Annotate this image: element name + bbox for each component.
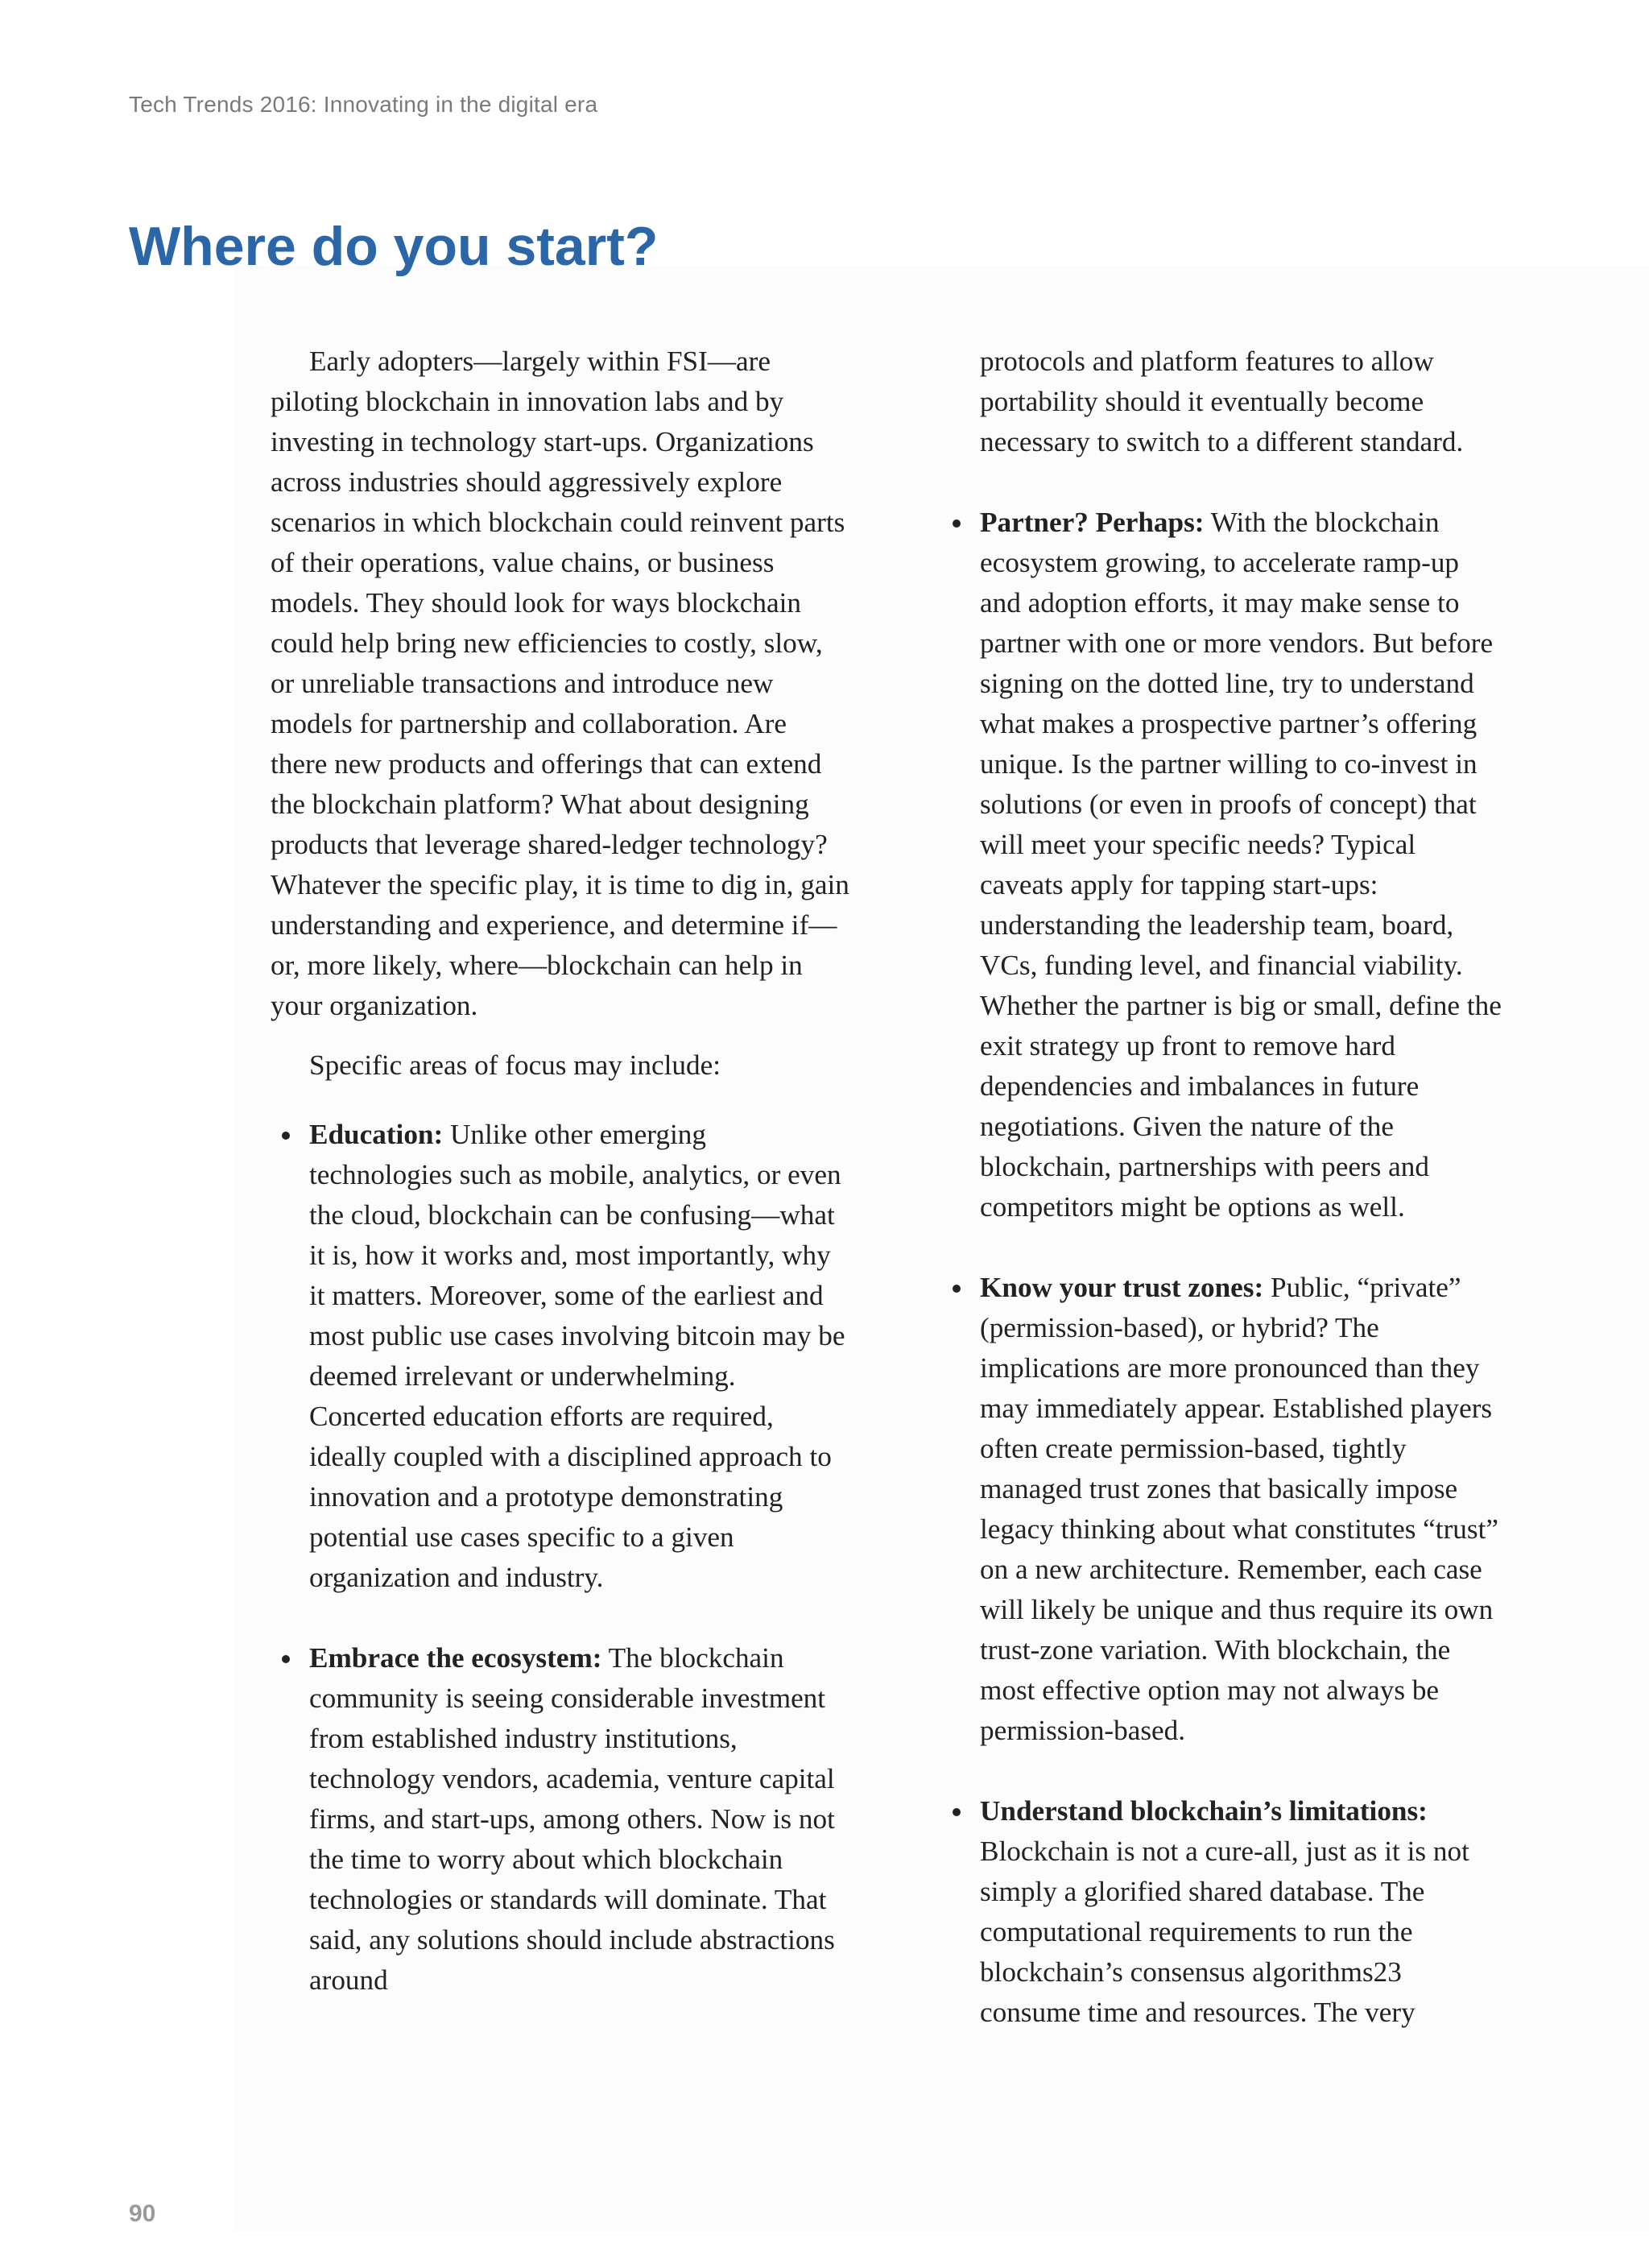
focus-lead: Specific areas of focus may include: xyxy=(309,1049,721,1081)
page-number: 90 xyxy=(129,2200,156,2227)
bullet-text: Unlike other emerging technologies such as mobile, analytics, or even the cloud, blockchain can be confusing—what it is, how it works and, most importantly, why it matters. Moreover, some of the earliest and most public use cases involving bitcoin may be deemed irrelevant or underwhelming. Concerted education efforts are required, ideally coupled with a disciplined approach to innovation and a prototype demonstrating potential use cases specific to a given organization and industry. xyxy=(309,1119,845,1593)
section-title: Where do you start? xyxy=(129,216,659,277)
focus-list xyxy=(271,1115,850,2001)
bullet-text: The blockchain community is seeing considerable investment from established industry institutions, technology vendors, academia, venture capital firms, and start-ups, among others. Now is not the time to worry about which blockchain technologies or standards will dominate. That said, any solutions should include abstractions around xyxy=(309,1642,835,1996)
bullet-icon xyxy=(282,1132,290,1140)
bullet-label: Know your trust zones: xyxy=(980,1272,1264,1303)
bullet-text: protocols and platform features to allow portability should it eventually become necessary to switch to a different standard. xyxy=(980,346,1464,457)
bullet-icon xyxy=(953,1285,961,1293)
intro-paragraph: Early adopters—largely within FSI—are piloting blockchain in innovation labs and by investing in technology start-ups. Organizations across industries should aggressively explore scenarios in which blockchain could reinvent parts of their operations, value chains, or business models. They should look for ways blockchain could help bring new efficiencies to costly, slow, or unreliable transactions and introduce new models for partnership and collaboration. Are there new products and offerings that can extend the blockchain platform? What about designing products that leverage shared-ledger technology? Whatever the specific play, it is time to dig in, gain understanding and experience, and determine if—or, more likely, where—blockchain can help in your organization. xyxy=(271,346,849,1021)
bullet-label: Embrace the ecosystem: xyxy=(309,1642,602,1674)
bullet-label: Education: xyxy=(309,1119,444,1150)
bullet-trust-zones xyxy=(941,1268,1505,1751)
bullet-text: With the blockchain ecosystem growing, to accelerate ramp-up and adoption efforts, it may make sense to partner with one or more vendors. But before signing on the dotted line, try to understand what makes a prospective partner’s offering unique. Is the partner willing to co-invest in solutions (or even in proofs of concept) that will meet your specific needs? Typical caveats apply for tapping start-ups: understanding the leadership team, board, VCs, funding level, and financial viability. Whether the partner is big or small, define the exit strategy up front to remove hard dependencies and imbalances in future negotiations. Given the nature of the blockchain, partnerships with peers and competitors might be options as well. xyxy=(980,507,1502,1223)
left-column xyxy=(271,341,850,2001)
focus-list-continued xyxy=(941,341,1505,2033)
bullet-text: Blockchain is not a cure-all, just as it is not simply a glorified shared database. The computational requirements to run the blockchain’s consensus algorithms23 consume time and resources. The very xyxy=(980,1836,1469,2028)
bullet-embrace-ecosystem xyxy=(271,1638,850,2001)
bullet-limitations xyxy=(941,1791,1505,2033)
bullet-label: Understand blockchain’s limitations: xyxy=(980,1795,1428,1827)
bullet-icon xyxy=(953,519,961,528)
bullet-label: Partner? Perhaps: xyxy=(980,507,1205,538)
bullet-icon xyxy=(953,1808,961,1816)
running-header: Tech Trends 2016: Innovating in the digital era xyxy=(129,92,598,117)
bullet-embrace-ecosystem-continuation xyxy=(941,341,1505,462)
bullet-text: Public, “private” (permission-based), or hybrid? The implications are more pronounced than they may immediately appear. Established players often create permission-based, tightly managed trust zones that basically impose legacy thinking about what constitutes “trust” on a new architecture. Remember, each case will likely be unique and thus require its own trust-zone variation. With blockchain, the most effective option may not always be permission-based. xyxy=(980,1272,1498,1746)
bullet-partner xyxy=(941,503,1505,1227)
bullet-education xyxy=(271,1115,850,1598)
bullet-icon xyxy=(282,1655,290,1663)
right-column xyxy=(941,341,1505,2033)
